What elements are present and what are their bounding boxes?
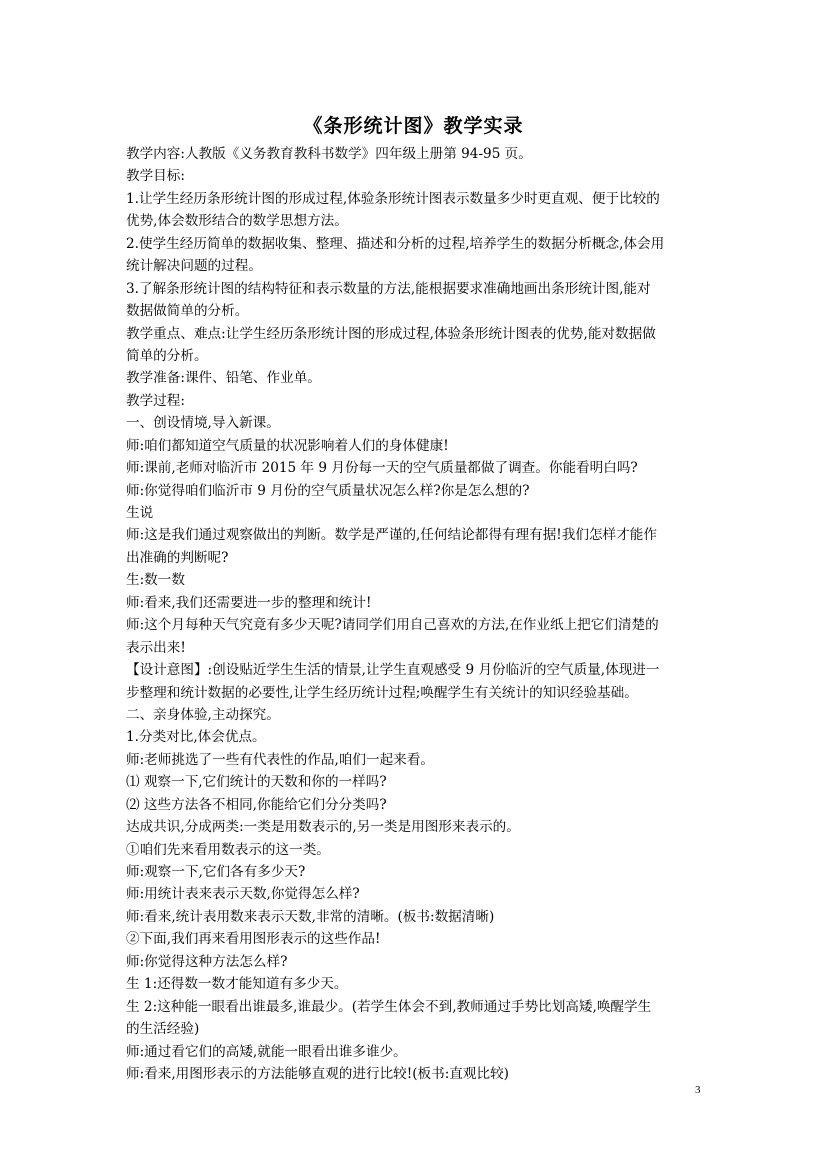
text-line: ⑵ 这些方法各不相同,你能给它们分分类吗?	[126, 796, 387, 813]
text-line: 简单的分析。	[126, 347, 208, 364]
text-line: 师:看来,用图形表示的方法能够直观的进行比较!(板书:直观比较)	[126, 1065, 509, 1082]
text-line: 师:用统计表来表示天数,你觉得怎么样?	[126, 886, 360, 903]
text-line: ⑴ 观察一下,它们统计的天数和你的一样吗?	[126, 774, 387, 791]
text-line: 师:老师挑选了一些有代表性的作品,咱们一起来看。	[126, 751, 434, 768]
text-line: 师:这是我们通过观察做出的判断。数学是严谨的,任何结论都得有理有据!我们怎样才能作	[126, 527, 657, 544]
text-line: 步整理和统计数据的必要性,让学生经历统计过程;唤醒学生有关统计的知识经验基础。	[126, 684, 638, 701]
text-line: 数据做简单的分析。	[126, 303, 249, 320]
text-line: 统计解决问题的过程。	[126, 258, 262, 275]
text-line: 师:咱们都知道空气质量的状况影响着人们的身体健康!	[126, 437, 449, 454]
text-line: 达成共识,分成两类:一类是用数表示的,另一类是用图形来表示的。	[126, 819, 520, 836]
text-line: 的生活经验)	[126, 1021, 200, 1038]
text-line: 师:观察一下,它们各有多少天?	[126, 864, 306, 880]
text-line: 一、创设情境,导入新课。	[126, 415, 280, 432]
text-line: 二、亲身体验,主动探究。	[126, 706, 280, 723]
text-line: 师:看来,统计表用数来表示天数,非常的清晰。(板书:数据清晰)	[126, 908, 495, 925]
text-line: 生说	[126, 505, 154, 521]
text-line: 师:你觉得咱们临沂市 9 月份的空气质量状况怎么样?你是怎么想的?	[126, 482, 530, 499]
document-body	[126, 143, 704, 1085]
text-line: 教学目标:	[126, 168, 185, 185]
text-line: ①咱们先来看用数表示的这一类。	[126, 841, 330, 858]
text-line: 【设计意图】:创设贴近学生生活的情景,让学生直观感受 9 月份临沂的空气质量,体现进一	[126, 662, 660, 679]
text-line: 师:通过看它们的高矮,就能一眼看出谁多谁少。	[126, 1043, 407, 1060]
text-line: 2.使学生经历简单的数据收集、整理、描述和分析的过程,培养学生的数据分析概念,体会用	[126, 235, 665, 252]
text-line: 教学重点、难点:让学生经历条形统计图的形成过程,体验条形统计图表的优势,能对数据做	[126, 325, 656, 342]
text-line: 教学内容:人教版《义务教育教科书数学》四年级上册第 94-95 页。	[126, 146, 532, 162]
text-line: 教学过程:	[126, 392, 185, 409]
text-line: ②下面,我们再来看用图形表示的这些作品!	[126, 931, 381, 948]
text-line: 师:课前,老师对临沂市 2015 年 9 月份每一天的空气质量都做了调查。你能看明白吗?	[126, 460, 638, 477]
text-line: 表示出来!	[126, 639, 186, 656]
document-title: 《条形统计图》教学实录	[303, 115, 524, 137]
text-line: 优势,体会数形结合的数学思想方法。	[126, 213, 348, 230]
text-line: 3.了解条形统计图的结构特征和表示数量的方法,能根据要求准确地画出条形统计图,能对	[126, 280, 651, 297]
text-line: 1.分类对比,体会优点。	[126, 729, 266, 746]
text-line: 出准确的判断呢?	[126, 549, 229, 566]
text-line: 1.让学生经历条形统计图的形成过程,体验条形统计图表示数量多少时更直观、便于比较的	[126, 190, 660, 207]
text-line: 生:数一数	[126, 572, 185, 589]
text-line: 教学准备:课件、铅笔、作业单。	[126, 370, 321, 387]
text-line: 师:看来,我们还需要进一步的整理和统计!	[126, 594, 372, 611]
text-line: 师:你觉得这种方法怎么样?	[126, 953, 288, 970]
page-number: 3	[695, 1084, 701, 1096]
text-line: 生 1:还得数一数才能知道有多少天。	[126, 976, 348, 993]
text-line: 生 2:这种能一眼看出谁最多,谁最少。(若学生体会不到,教师通过手势比划高矮,唤醒学生	[126, 998, 652, 1015]
text-line: 师:这个月每种天气究竟有多少天呢?请同学们用自己喜欢的方法,在作业纸上把它们清楚的	[126, 617, 659, 634]
